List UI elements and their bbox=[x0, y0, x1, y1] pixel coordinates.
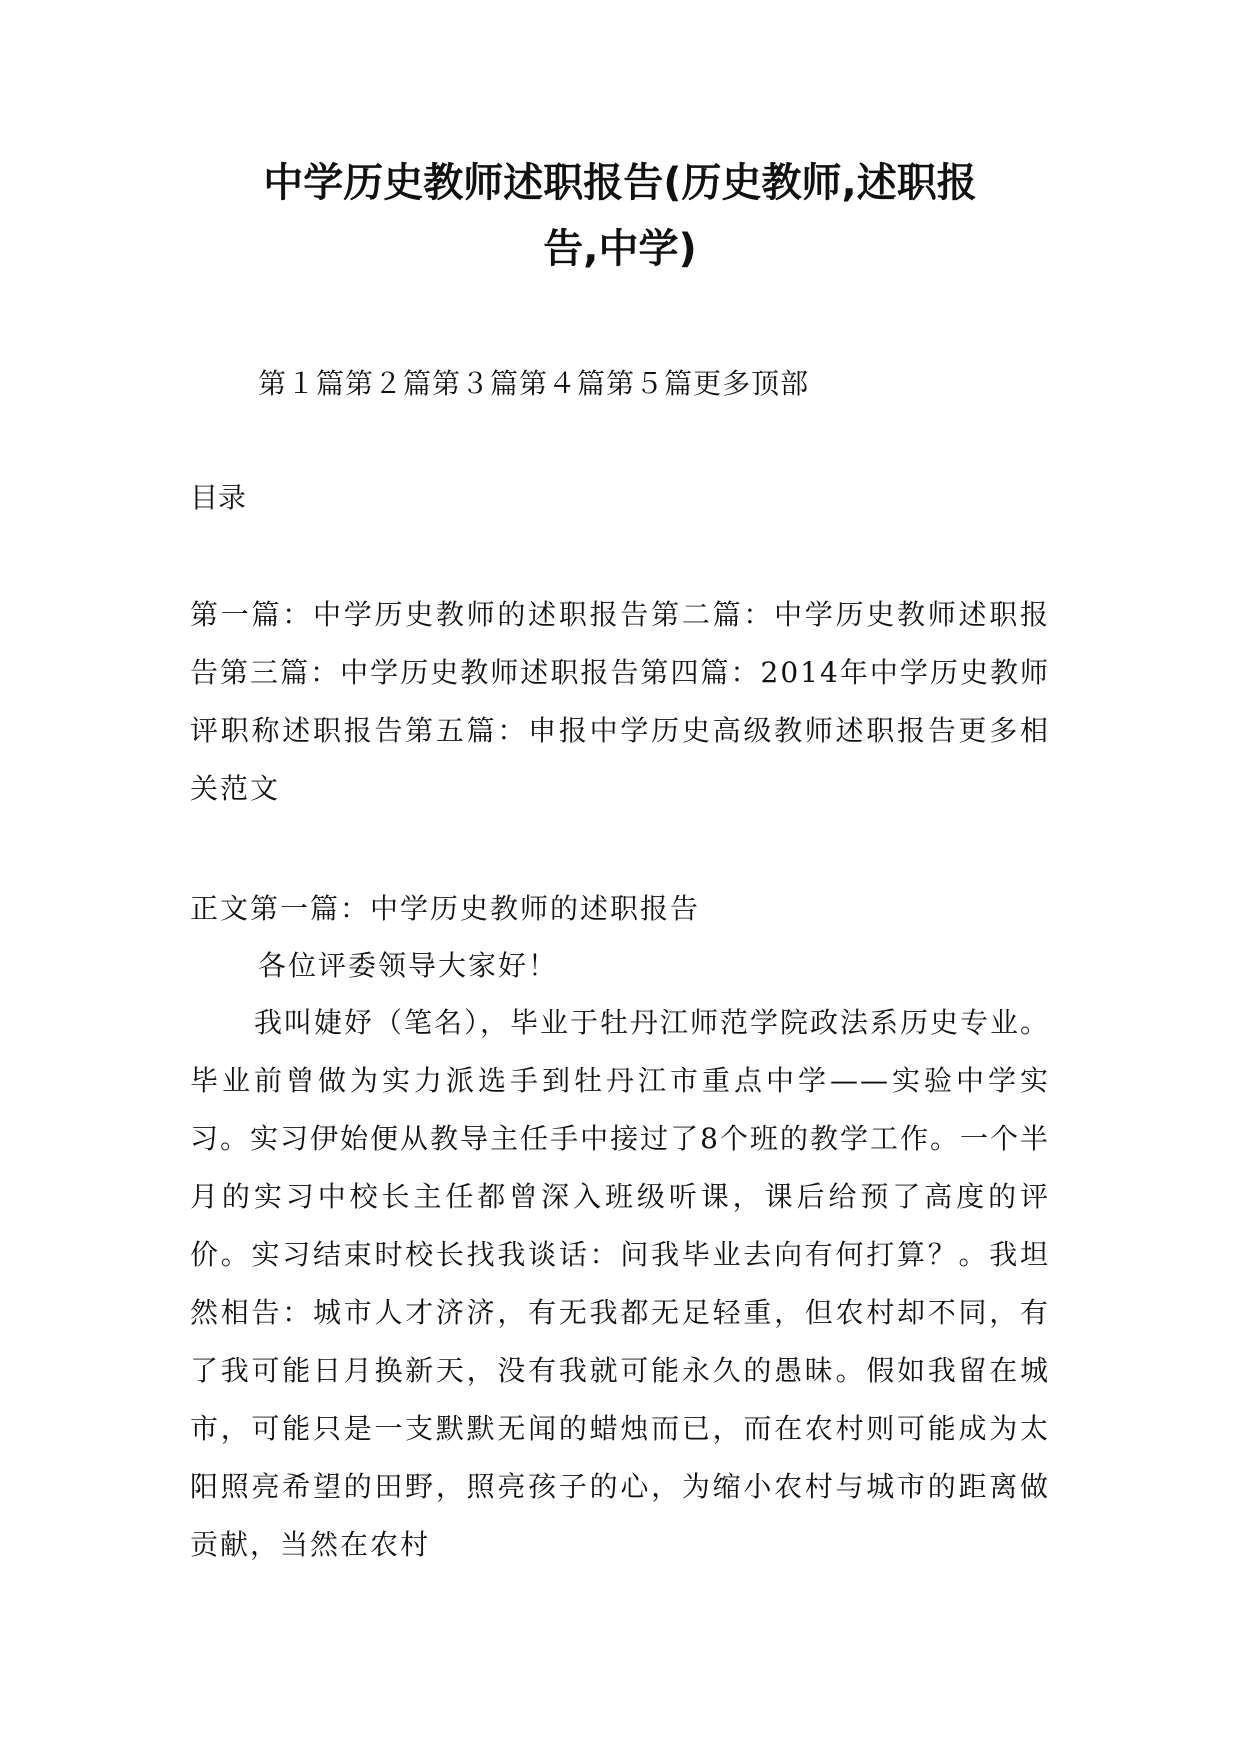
chapter-navigation bbox=[258, 364, 809, 404]
nav-link-chapter-5[interactable]: 第５篇 bbox=[606, 367, 694, 400]
body-heading: 正文第一篇：中学历史教师的述职报告 bbox=[190, 892, 701, 925]
nav-link-top[interactable]: 顶部 bbox=[751, 367, 810, 400]
nav-link-more[interactable]: 更多 bbox=[693, 367, 752, 400]
greeting-line: 各位评委领导大家好！ bbox=[258, 949, 559, 982]
nav-link-chapter-4[interactable]: 第４篇 bbox=[519, 367, 607, 400]
nav-link-chapter-1[interactable]: 第１篇 bbox=[258, 367, 346, 400]
title-line-1: 中学历史教师述职报告(历史教师,述职报 bbox=[263, 160, 977, 206]
title-line-2: 告,中学) bbox=[543, 226, 697, 272]
nav-link-chapter-3[interactable]: 第３篇 bbox=[432, 367, 520, 400]
document-title bbox=[190, 150, 1050, 282]
toc-heading: 目录 bbox=[190, 481, 247, 514]
body-paragraph: 我叫婕妤（笔名），毕业于牡丹江师范学院政法系历史专业。毕业前曾做为实力派选手到牡丹江市重点中学——实验中学实习。实习伊始便从教导主任手中接过了8个班的教学工作。一个半月的实习中校长主任都曾深入班级听课，课后给预了高度的评价。实习结束时校长找我谈话：问我毕业去向有何打算？。我坦然相告：城市人才济济，有无我都无足轻重，但农村却不同，有了我可能日月换新天，没有我就可能永久的愚昧。假如我留在城市，可能只是一支默默无闻的蜡烛而已，而在农村则可能成为太阳照亮希望的田野，照亮孩子的心，为缩小农村与城市的距离做贡献，当然在农村 bbox=[190, 1006, 1051, 1561]
nav-link-chapter-2[interactable]: 第２篇 bbox=[345, 367, 433, 400]
toc-list: 第一篇：中学历史教师的述职报告第二篇：中学历史教师述职报告第三篇：中学历史教师述职报告第四篇：2014年中学历史教师评职称述职报告第五篇：申报中学历史高级教师述职报告更多相关范文 bbox=[190, 598, 1050, 805]
